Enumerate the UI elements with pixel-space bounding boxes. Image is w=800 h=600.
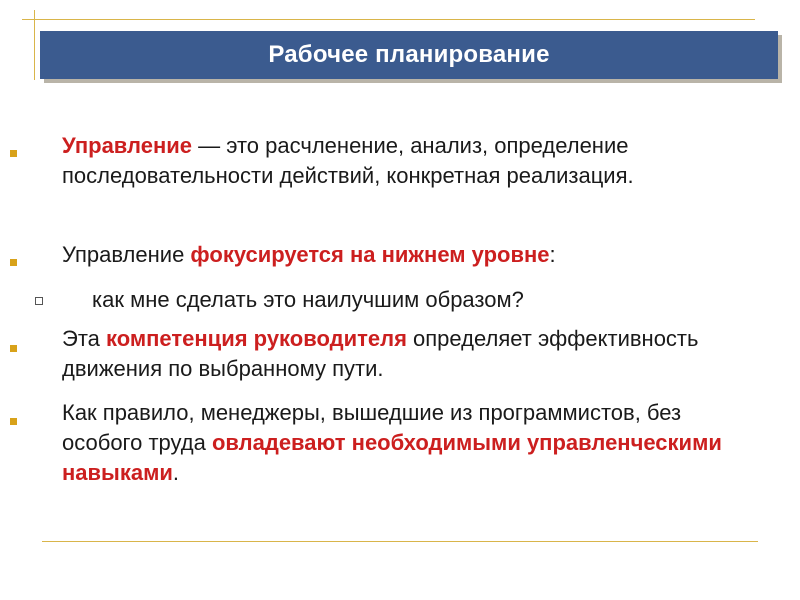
item-2-highlight: фокусируется на нижнем уровне xyxy=(190,242,550,267)
sub-item xyxy=(92,285,752,315)
item-3-pre: Эта xyxy=(62,326,106,351)
item-2-post: : xyxy=(549,242,556,267)
bullet-item-3 xyxy=(62,324,752,384)
bullet-item-2 xyxy=(62,240,752,270)
bullet-square-icon xyxy=(10,345,17,352)
bullet-square-icon xyxy=(10,259,17,266)
slide-title: Рабочее планирование xyxy=(268,41,550,68)
bullet-square-icon xyxy=(10,150,17,157)
item-1-lead: Управление xyxy=(62,133,193,158)
bullet-item-4 xyxy=(62,398,752,488)
item-1-text: — это расчленение, анализ, определение последовательности действий, конкретная реализация. xyxy=(62,133,634,188)
item-4-post: . xyxy=(172,460,180,485)
item-3-post: определяет эффективность движения по выбранному пути. xyxy=(62,326,699,381)
sub-bullet-checkbox-icon xyxy=(35,297,43,305)
item-2-pre: Управление xyxy=(62,242,191,267)
item-4-highlight: овладевают необходимыми управленческими навыками xyxy=(62,430,722,485)
bullet-square-icon xyxy=(10,418,17,425)
sub-item-text: как мне сделать это наилучшим образом? xyxy=(92,287,524,312)
item-3-highlight: компетенция руководителя xyxy=(106,326,407,351)
item-4-pre: Как правило, менеджеры, вышедшие из программистов, без особого труда xyxy=(62,400,682,455)
bullet-item-1 xyxy=(62,131,752,191)
